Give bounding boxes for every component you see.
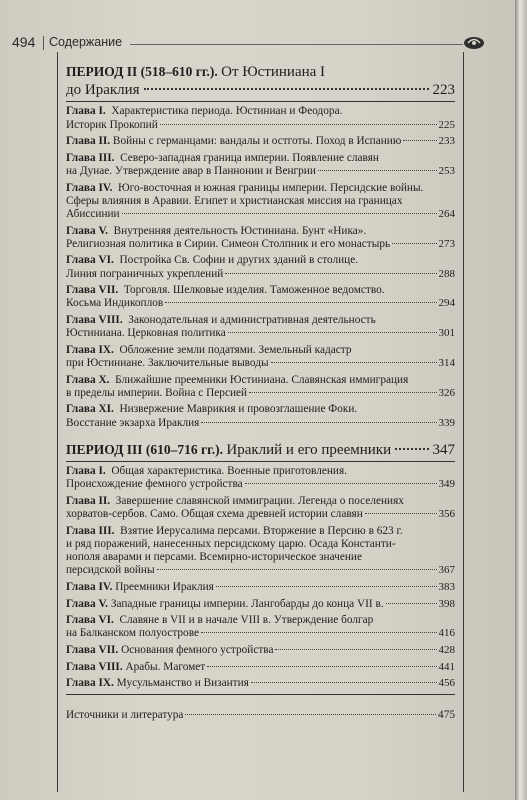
chapter-label: Глава V.: [66, 224, 111, 237]
period-title-line: [66, 62, 455, 82]
chapter-label: Глава II.: [66, 494, 113, 507]
chapter-line: [66, 284, 455, 297]
chapter-text: и ряд поражений, нанесенных персидскому царю. Осада Константи-: [66, 537, 396, 550]
chapter-line: [66, 268, 455, 281]
period-title-line: [66, 442, 455, 459]
chapter-text: Низвержение Маврикия и провозглашение Фоки.: [116, 403, 358, 416]
chapter-text: Абиссинии: [66, 207, 120, 220]
chapter-text: на Балканском полуострове: [66, 627, 199, 640]
chapter-label: Глава IX.: [66, 343, 117, 356]
chapter-line: [66, 581, 455, 594]
chapter-line: [66, 225, 455, 238]
chapter-text: Сферы влияния в Аравии. Египет и христианская миссия на границах: [66, 194, 403, 207]
leader-dots: [122, 213, 437, 214]
chapter-line: [66, 564, 455, 577]
period-title-line: [66, 82, 455, 99]
chapter-text: Войны с германцами: вандалы и остготы. Поход в Испанию: [110, 135, 402, 148]
chapter-line: [66, 165, 455, 178]
chapter-page-number[interactable]: 428: [438, 643, 455, 656]
chapter-text: Северо-западная граница империи. Появление славян: [117, 151, 379, 164]
chapter-line: [66, 314, 455, 327]
chapter-page-number[interactable]: 233: [438, 135, 455, 148]
chapter-line: [66, 152, 455, 165]
page-edge: [515, 0, 527, 800]
chapter-line: [66, 327, 455, 340]
chapter-page-number[interactable]: 225: [438, 118, 455, 131]
chapter-line: [66, 387, 455, 400]
leader-dots: [245, 483, 437, 484]
chapter-page-number[interactable]: 367: [438, 564, 455, 577]
leader-dots: [318, 170, 437, 171]
chapter-text: Основания фемного устройства: [118, 643, 274, 656]
chapter-label: Глава I.: [66, 105, 109, 118]
leader-dots: [249, 392, 436, 393]
chapter-line: [66, 297, 455, 310]
chapter-label: Глава VI.: [66, 614, 117, 627]
chapter-label: Глава V.: [66, 597, 108, 610]
period-gap: [66, 430, 455, 442]
chapter-page-number[interactable]: 294: [438, 297, 455, 310]
chapter-line: [66, 627, 455, 640]
chapter-entry[interactable]: [66, 314, 455, 340]
chapter-label: Глава VIII.: [66, 313, 126, 326]
leader-dots: [392, 243, 436, 244]
chapter-label: Глава III.: [66, 524, 118, 537]
chapter-text: Характеристика периода. Юстиниан и Феодора.: [108, 105, 343, 118]
chapter-text: Происхождение фемного устройства: [66, 478, 243, 491]
header-separator: [43, 36, 44, 50]
chapter-label: Глава VI.: [66, 254, 117, 267]
chapter-text: при Юстиниане. Заключительные выводы: [66, 356, 269, 369]
period-rule: [66, 101, 455, 102]
chapter-entry[interactable]: [66, 284, 455, 310]
chapter-entry[interactable]: [66, 182, 455, 222]
chapter-line: [66, 135, 455, 148]
chapter-text: Религиозная политика в Сирии. Симеон Столпник и его монастырь: [66, 237, 391, 250]
chapter-label: Глава XI.: [66, 403, 117, 416]
chapter-line: [66, 478, 455, 491]
chapter-entry[interactable]: [66, 135, 455, 148]
header-title: Содержание: [49, 35, 123, 49]
chapter-text: Законодательная и административная деятельность: [125, 313, 376, 326]
chapter-line: [66, 465, 455, 478]
chapter-page-number[interactable]: 301: [438, 327, 455, 340]
chapter-text: Обложение земли податями. Земельный кадастр: [116, 343, 352, 356]
chapter-page-number[interactable]: 456: [438, 677, 455, 690]
chapter-line: [66, 677, 455, 690]
period-title-text: От Юстиниана I: [221, 64, 326, 80]
chapter-page-number[interactable]: 339: [438, 416, 455, 429]
page-number: 494: [12, 34, 36, 50]
chapter-line: [66, 344, 455, 357]
chapter-text: нополя аварами и персами. Всемирно-историческое значение: [66, 551, 362, 564]
chapter-entry[interactable]: [66, 344, 455, 370]
chapter-page-number[interactable]: 416: [438, 627, 455, 640]
chapter-entry[interactable]: [66, 661, 455, 674]
chapter-text: Торговля. Шелковые изделия. Таможенное ведомство.: [121, 284, 385, 297]
leader-dots: [395, 448, 428, 450]
chapter-text: Линия пограничных укреплений: [66, 267, 224, 280]
chapter-text: в пределы империи. Война с Персией: [66, 386, 248, 399]
chapter-text: Внутренняя деятельность Юстиниана. Бунт «Ника».: [110, 224, 367, 237]
sources-entry[interactable]: [66, 709, 455, 721]
chapter-label: Глава IX.: [66, 677, 114, 690]
leader-dots: [160, 124, 437, 125]
chapter-text: Ближайшие преемники Юстиниана. Славянская иммиграция: [112, 373, 409, 386]
chapter-label: Глава I.: [66, 465, 109, 478]
chapter-entry[interactable]: [66, 525, 455, 578]
chapter-line: [66, 238, 455, 251]
period-title-bold: ПЕРИОД II (518–610 гг.).: [66, 64, 222, 79]
period-rule: [66, 461, 455, 462]
sources-label: Источники и литература: [66, 709, 184, 722]
leader-dots: [271, 362, 437, 363]
chapter-line: [66, 661, 455, 674]
chapter-line: [66, 644, 455, 657]
leader-dots: [201, 422, 436, 423]
period-page-number[interactable]: 347: [432, 441, 455, 458]
chapter-line: [66, 208, 455, 221]
chapter-label: Глава VII.: [66, 284, 122, 297]
leader-dots: [216, 586, 437, 587]
chapter-text: Восстание экзарха Ираклия: [66, 416, 200, 429]
chapter-page-number[interactable]: 253: [438, 164, 455, 177]
chapter-label: Глава IV.: [66, 580, 113, 593]
leader-dots: [201, 632, 437, 633]
leader-dots: [275, 649, 436, 650]
chapter-entry[interactable]: [66, 614, 455, 640]
chapter-text: Историк Прокопий: [66, 118, 158, 131]
period-title-bold: ПЕРИОД III (610–716 гг.).: [66, 441, 227, 457]
chapter-page-number[interactable]: 383: [438, 580, 455, 593]
chapter-line: [66, 254, 455, 267]
chapter-line: [66, 374, 455, 387]
header-rule: [130, 44, 463, 45]
running-header: [12, 34, 491, 54]
chapter-entry[interactable]: [66, 225, 455, 251]
chapter-page-number[interactable]: 326: [438, 386, 455, 399]
chapter-entry[interactable]: [66, 465, 455, 491]
period-title: [66, 442, 455, 462]
chapter-line: [66, 119, 455, 132]
chapter-line: [66, 403, 455, 416]
chapter-page-number[interactable]: 349: [438, 478, 455, 491]
chapter-text: Взятие Иерусалима персами. Вторжение в Персию в 623 г.: [117, 524, 403, 537]
chapter-text: Славяне в VII и в начале VIII в. Утверждение болгар: [116, 614, 374, 627]
chapter-text: Завершение славянской иммиграции. Легенда о поселениях: [112, 494, 404, 507]
chapter-entry[interactable]: [66, 598, 455, 611]
chapter-label: Глава II.: [66, 135, 111, 148]
table-of-contents: [66, 62, 455, 721]
section-rule: [66, 694, 455, 695]
leader-dots: [386, 603, 437, 604]
leader-dots: [365, 513, 437, 514]
period-title-text: Ираклий и его преемники: [226, 441, 392, 458]
chapter-text: Арабы. Магомет: [122, 660, 206, 673]
period-title: [66, 62, 455, 102]
chapter-text: Мусульманство и Византия: [113, 677, 249, 690]
chapter-page-number[interactable]: 273: [438, 237, 455, 250]
chapter-text: Постройка Св. Софии и других зданий в столице.: [116, 254, 359, 267]
chapter-page-number[interactable]: 356: [438, 508, 455, 521]
chapter-line: [66, 614, 455, 627]
chapter-entry[interactable]: [66, 677, 455, 690]
chapter-line: [66, 508, 455, 521]
leader-dots: [403, 140, 436, 141]
chapter-entry[interactable]: [66, 254, 455, 280]
chapter-entry[interactable]: [66, 644, 455, 657]
chapter-entry[interactable]: [66, 495, 455, 521]
chapter-line: [66, 538, 455, 551]
chapter-page-number[interactable]: 398: [438, 597, 455, 610]
chapter-text: на Дунае. Утверждение авар в Паннонии и Венгрии: [66, 164, 316, 177]
chapter-label: Глава VII.: [66, 643, 119, 656]
chapter-entry[interactable]: [66, 152, 455, 178]
sources-page-number[interactable]: 475: [438, 709, 455, 722]
chapter-page-number[interactable]: 264: [438, 207, 455, 220]
chapter-text: Юстиниана. Церковная политика: [66, 327, 226, 340]
chapter-entry[interactable]: [66, 403, 455, 429]
chapter-text: персидской войны: [66, 564, 155, 577]
chapter-entry[interactable]: [66, 105, 455, 131]
publisher-logo-icon: [463, 34, 485, 50]
chapter-text: Косьма Индикоплов: [66, 297, 164, 310]
chapter-text: Общая характеристика. Военные приготовления.: [108, 465, 347, 478]
chapter-line: [66, 105, 455, 118]
leader-dots: [165, 302, 436, 303]
leader-dots: [228, 332, 437, 333]
chapter-label: Глава III.: [66, 151, 118, 164]
chapter-line: [66, 357, 455, 370]
chapter-page-number[interactable]: 441: [438, 660, 455, 673]
leader-dots: [207, 666, 436, 667]
chapter-label: Глава X.: [66, 373, 113, 386]
chapter-entry[interactable]: [66, 374, 455, 400]
leader-dots: [251, 682, 437, 683]
leader-dots: [225, 273, 436, 274]
period-page-number[interactable]: 223: [432, 82, 455, 98]
period-title-text: до Ираклия: [66, 82, 140, 98]
chapter-page-number[interactable]: 314: [438, 356, 455, 369]
leader-dots: [144, 88, 429, 90]
chapter-line: [66, 182, 455, 195]
chapter-line: [66, 417, 455, 430]
chapter-label: Глава IV.: [66, 181, 116, 194]
chapter-line: [66, 525, 455, 538]
leader-dots: [185, 714, 436, 715]
chapter-page-number[interactable]: 288: [438, 267, 455, 280]
chapter-text: Юго-восточная и южная границы империи. Персидские войны.: [115, 181, 424, 194]
chapter-line: [66, 195, 455, 208]
chapter-line: [66, 551, 455, 564]
chapter-text: хорватов-сербов. Само. Общая схема древней истории славян: [66, 508, 363, 521]
chapter-text: Преемники Ираклия: [112, 580, 214, 593]
chapter-line: [66, 495, 455, 508]
leader-dots: [157, 569, 437, 570]
chapter-text: Западные границы империи. Лангобарды до конца VII в.: [108, 597, 384, 610]
chapter-label: Глава VIII.: [66, 660, 123, 673]
chapter-line: [66, 598, 455, 611]
chapter-entry[interactable]: [66, 581, 455, 594]
